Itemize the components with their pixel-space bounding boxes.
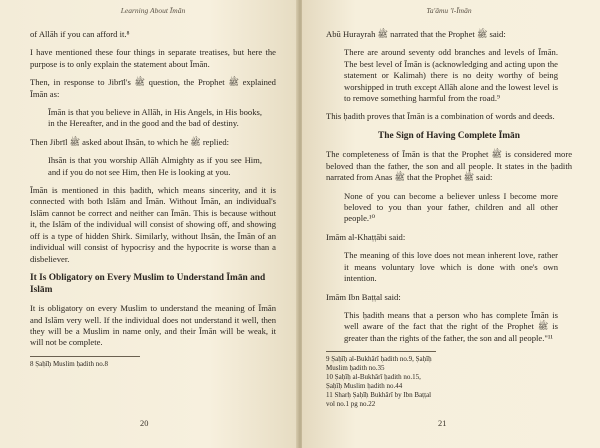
footnotes: [326, 351, 436, 409]
paragraph: I have mentioned these four things in separate treatises, but here the purpose is to only explain the statement about Īmān.: [30, 47, 276, 69]
paragraph: Imām Ibn Baṭṭal said:: [326, 291, 401, 302]
paragraph: Imām al-Khaṭṭābi said:: [326, 231, 406, 242]
paragraph: It is obligatory on every Muslim to understand the meaning of Īmān and Islām very well. If the individual does not understand it well, then they will be a Muslim in name only, and their Īmān will be weak, it will not be complete.: [30, 303, 276, 348]
block-quote: Ihsān is that you worship Allāh Almighty as if you see Him, and if you do not see Him, then He is looking at you.: [48, 155, 262, 177]
block-quote: None of you can become a believer unless I become more beloved to you than your father, children and all other people.¹⁰: [344, 190, 558, 224]
section-heading: The Sign of Having Complete Īmān: [378, 130, 520, 141]
paragraph: Īmān is mentioned in this ḥadith, which means sincerity, and it is connected with both Islām and Īmān. Without Īmān, an individual's Islām cannot be correct and neither can Īmān. This is because without it, the Islām of the individual will consist of showing off, and showing off is a type of hidden Shirk. Similarly, without Ihsān, the Īmān of an individual will consist of hypocrisy and the hypocrite is worse than a disbeliever.: [30, 185, 276, 264]
running-head: Learning About Īmān: [120, 6, 186, 15]
right-page: [302, 0, 600, 448]
left-page: [0, 0, 298, 448]
section-heading: It Is Obligatory on Every Muslim to Understand Īmān and Islām: [30, 272, 266, 295]
block-quote: This ḥadith means that a person who has complete Īmān is well aware of the fact that the right of the Prophet ﷺ is greater than the rights of the father, the son and all people."¹¹: [344, 309, 558, 343]
block-quote: There are around seventy odd branches and levels of Īmān. The best level of Īmān is (acknowledging and acting upon the statement or Kalimah) there is no deity worthy of being worshipped in truth except Allāh alone and the lowest level is to remove something harmful from the road.⁹: [344, 47, 558, 104]
footnote: 11 Sharḥ Ṣaḥīḥ Bukhārī by Ibn Baṭṭal vol no.1 pg no.22: [326, 391, 432, 409]
block-quote: Īmān is that you believe in Allāh, in His Angels, in His books, in the Hereafter, and in the good and the bad of destiny.: [48, 107, 262, 129]
running-head: Ta'āmu 'l-Īmān: [426, 6, 472, 15]
paragraph: This ḥadith proves that Īmān is a combination of words and deeds.: [326, 111, 555, 122]
paragraph: of Allāh if you can afford it.⁸: [30, 29, 130, 39]
paragraph: Then, in response to Jibrīl's ﷺ question, the Prophet ﷺ explained Īmān as:: [30, 77, 276, 99]
footnote: 8 Ṣaḥīḥ Muslim ḥadith no.8: [30, 359, 108, 368]
paragraph: Then Jibrīl ﷺ asked about Ihsān, to which he ﷺ replied:: [30, 136, 230, 147]
paragraph: Abū Hurayrah ﷺ narrated that the Prophet ﷺ said:: [326, 29, 506, 39]
footnote: 10 Ṣaḥīḥ al-Bukhārī ḥadith no.15, Ṣaḥīḥ Muslim ḥadith no.44: [326, 373, 421, 391]
footnotes: [30, 356, 140, 369]
page-number: 21: [438, 419, 447, 428]
page-number: 20: [140, 419, 149, 428]
paragraph: The completeness of Īmān is that the Prophet ﷺ is considered more beloved than the father, the son and all people. It states in the ḥadith narrated from Anas ﷺ that the Prophet ﷺ said:: [326, 149, 573, 183]
block-quote: The meaning of this love does not mean inherent love, rather it means voluntary love which is done with one's own intention.: [344, 250, 558, 284]
footnote: 9 Ṣaḥīḥ al-Bukhārī ḥadith no.9, Ṣaḥīḥ Muslim ḥadith no.35: [326, 355, 432, 373]
